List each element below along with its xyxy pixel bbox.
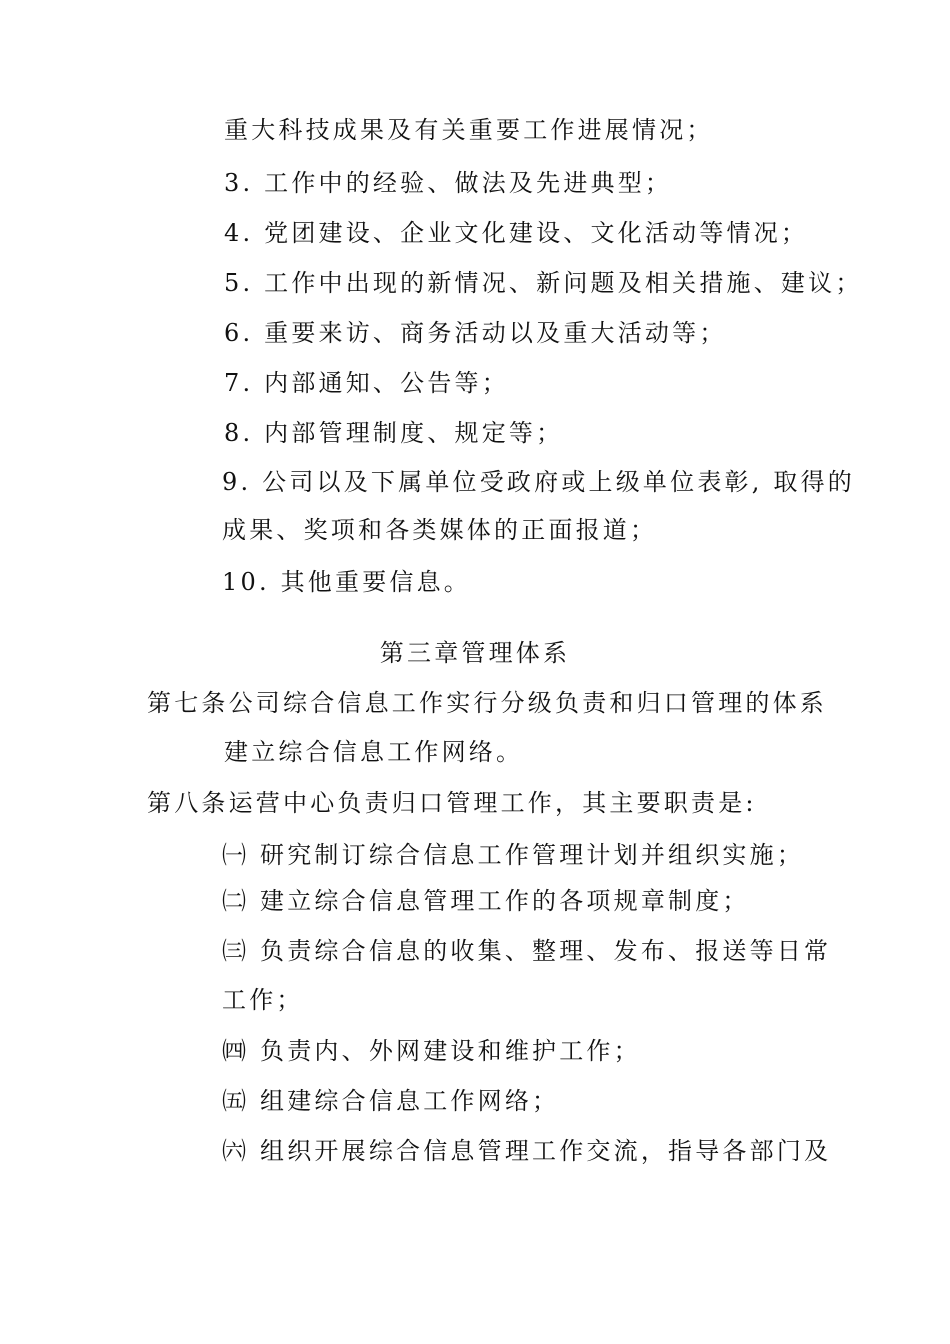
list-item-10: 10. 其他重要信息。 (222, 568, 471, 596)
duty-item-6: ㈥ 组织开展综合信息管理工作交流，指导各部门及 (222, 1137, 832, 1165)
duty-item-3: ㈢ 负责综合信息的收集、整理、发布、报送等日常 (222, 937, 832, 965)
list-item-6: 6. 重要来访、商务活动以及重大活动等； (224, 319, 727, 347)
list-item-3: 3. 工作中的经验、做法及先进典型； (224, 169, 673, 197)
article-8: 第八条运营中心负责归口管理工作，其主要职责是: (147, 789, 757, 817)
list-item-9-continuation: 成果、奖项和各类媒体的正面报道； (222, 516, 658, 544)
duty-item-1: ㈠ 研究制订综合信息工作管理计划并组织实施； (222, 841, 805, 869)
chapter-heading: 第三章管理体系 (379, 639, 571, 667)
list-item-5: 5. 工作中出现的新情况、新问题及相关措施、建议； (224, 269, 863, 297)
duty-item-2: ㈡ 建立综合信息管理工作的各项规章制度； (222, 887, 750, 915)
item-2-continuation: 重大科技成果及有关重要工作进展情况； (224, 116, 714, 144)
list-item-8: 8. 内部管理制度、规定等； (224, 419, 564, 447)
duty-item-4: ㈣ 负责内、外网建设和维护工作； (222, 1037, 641, 1065)
list-item-9: 9. 公司以及下属单位受政府或上级单位表彰, 取得的 (222, 468, 855, 496)
list-item-4: 4. 党团建设、企业文化建设、文化活动等情况； (224, 219, 809, 247)
duty-item-3-continuation: 工作； (222, 986, 304, 1014)
article-7-continuation: 建立综合信息工作网络。 (224, 738, 524, 766)
list-item-7: 7. 内部通知、公告等； (224, 369, 509, 397)
duty-item-5: ㈤ 组建综合信息工作网络； (222, 1087, 560, 1115)
article-7: 第七条公司综合信息工作实行分级负责和归口管理的体系 (147, 689, 827, 717)
